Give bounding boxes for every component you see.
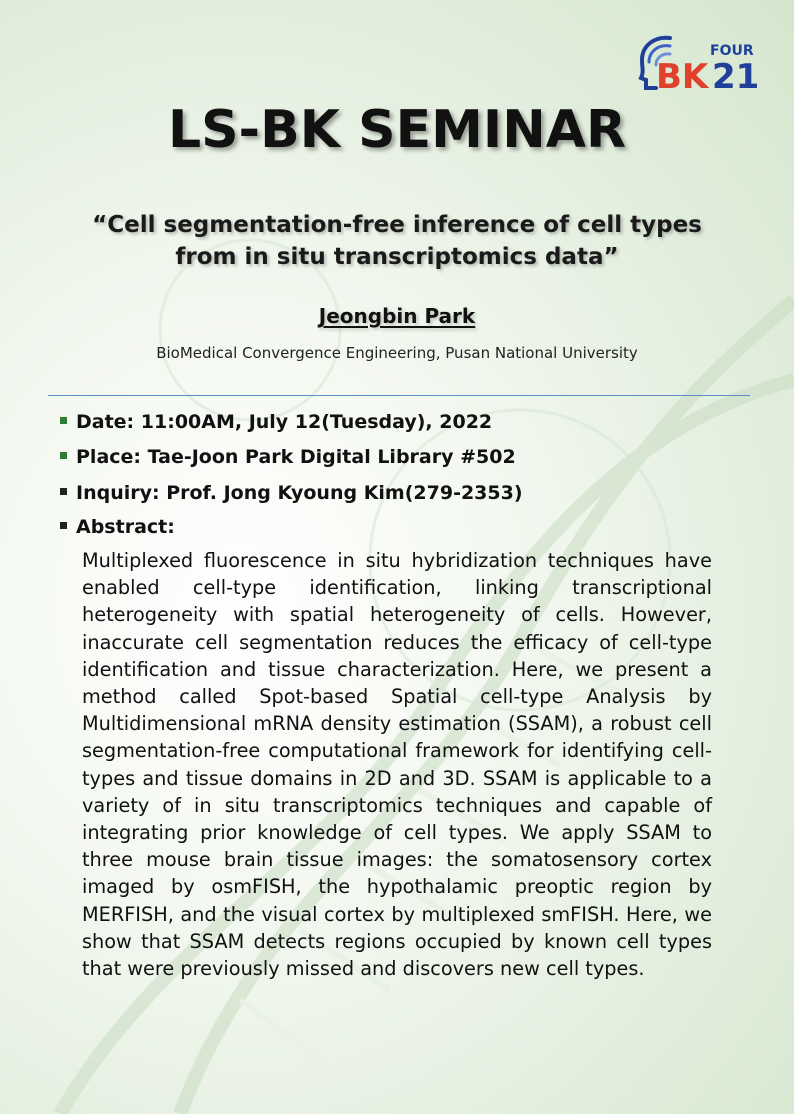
bk21-four-logo bbox=[636, 34, 760, 98]
talk-title-line-2: from in situ transcriptomics data” bbox=[175, 244, 619, 270]
bullet-icon bbox=[60, 417, 67, 424]
abstract-label: Abstract: bbox=[76, 516, 175, 538]
speaker-name: Jeongbin Park bbox=[318, 304, 476, 328]
date-text: Date: 11:00AM, July 12(Tuesday), 2022 bbox=[76, 411, 493, 433]
logo-four-text: FOUR bbox=[710, 43, 754, 59]
speaker-affiliation: BioMedical Convergence Engineering, Pusan National University bbox=[156, 344, 638, 362]
section-divider bbox=[48, 395, 750, 396]
place-text: Place: Tae-Joon Park Digital Library #502 bbox=[76, 446, 516, 468]
date-item bbox=[60, 410, 750, 434]
logo-21-text: 21 bbox=[712, 57, 760, 97]
inquiry-item bbox=[60, 481, 750, 505]
abstract-heading bbox=[60, 515, 750, 539]
bullet-icon bbox=[60, 452, 67, 459]
abstract-text: Multiplexed fluorescence in situ hybridization techniques have enabled cell-type identification, linking transcriptional heterogeneity with spatial heterogeneity of cells. However, inaccurate cell segmentation reduces the efficacy of cell-type identification and tissue characterization. Here, we present a method called Spot-based Spatial cell-type Analysis by Multidimensional mRNA density estimation (SSAM), a robust cell segmentation-free computational framework for identifying cell-types and tissue domains in 2D and 3D. SSAM is applicable to a variety of in situ transcriptomics techniques and capable of integrating prior knowledge of cell types. We apply SSAM to three mouse brain tissue images: the somatosensory cortex imaged by osmFISH, the hypothalamic preoptic region by MERFISH, and the visual cortex by multiplexed smFISH. Here, we show that SSAM detects regions occupied by known cell types that were previously missed and discovers new cell types. bbox=[82, 549, 712, 981]
bullet-icon bbox=[60, 522, 67, 529]
talk-title-line-1: “Cell segmentation-free inference of cell types bbox=[92, 212, 702, 238]
seminar-title: LS-BK SEMINAR bbox=[167, 100, 627, 160]
talk-title bbox=[60, 209, 734, 273]
inquiry-text: Inquiry: Prof. Jong Kyoung Kim(279-2353) bbox=[76, 482, 523, 504]
place-item bbox=[60, 445, 750, 469]
logo-bk-text: BK bbox=[656, 57, 709, 97]
bullet-icon bbox=[60, 488, 67, 495]
